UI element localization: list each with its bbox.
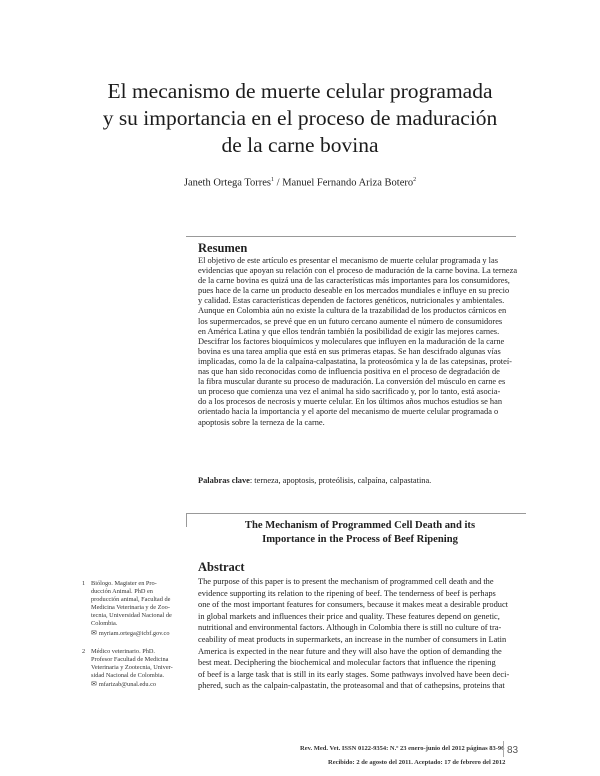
- footnote-line: tecnia, Universidad Nacional de: [91, 612, 172, 620]
- title-line: y su importancia en el proceso de maduración: [102, 106, 498, 130]
- footnote-line: ducción Animal. PhD en: [91, 588, 153, 596]
- section-divider: [186, 236, 516, 237]
- keywords: [198, 476, 431, 485]
- title-line: El mecanismo de muerte celular programada: [107, 79, 493, 103]
- keywords-label: Palabras clave: [198, 476, 250, 485]
- footnote-line: Biólogo. Magister en Pro-: [91, 580, 157, 587]
- resumen-line: evidencias que apoyan su relación con el proceso de maduración de la carne bovina. La terneza: [198, 266, 518, 276]
- author-separator: /: [274, 177, 283, 189]
- keywords-text: : terneza, apoptosis, proteólisis, calpaína, calpastatina.: [249, 476, 432, 485]
- corner-rule-horizontal: [186, 513, 526, 514]
- abstract-body: [198, 576, 518, 692]
- abstract-line: ceability of meat products in supermarkets, an increase in the number of consumers in Latin: [198, 634, 507, 644]
- footnote-line: producción animal, Facultad de: [91, 596, 171, 604]
- resumen-body: [198, 256, 516, 428]
- received-accepted-dates: Recibido: 2 de agosto del 2011. Aceptado: 17 de febrero del 2012: [328, 759, 506, 766]
- resumen-line: El objetivo de este artículo es presentar el mecanismo de muerte celular programada y las: [198, 256, 498, 265]
- footnote-email-row: [91, 680, 191, 689]
- footnote-text: [91, 648, 191, 689]
- resumen-line: orientado hacia la importancia y el aporte del mecanismo de muerte celular programada o: [198, 407, 499, 417]
- article-title-en: [190, 519, 530, 546]
- resumen-line: los supermercados, se prevé que en un futuro cercano aumente el número de consumidores: [198, 316, 503, 326]
- resumen-line: Aunque en Colombia aún no existe la cultura de la trazabilidad de los productos cárnicos en: [198, 306, 507, 316]
- footnote-email[interactable]: myriam.ortega@icbf.gov.co: [98, 629, 170, 637]
- title-line: de la carne bovina: [221, 133, 379, 157]
- footnote-line: Medicina Veterinaria y de Zoo-: [91, 604, 170, 612]
- article-title-es: [60, 78, 540, 159]
- abstract-heading: Abstract: [198, 560, 245, 574]
- footnote-email-row: [91, 629, 191, 638]
- footnote-line: sidad Nacional de Colombia.: [91, 672, 165, 680]
- footnote-email[interactable]: mfarizab@unal.edu.co: [98, 681, 157, 689]
- resumen-line: de la carne bovina es quizá una de las características más importantes para los consumidores,: [198, 276, 510, 286]
- resumen-line: Descifrar los factores bioquímicos y moleculares que influyen en la maduración de la carne: [198, 336, 505, 346]
- abstract-line: one of the most important features for consumers, because it makes meat a desirable product: [198, 600, 509, 610]
- corner-rule-vertical: [186, 513, 187, 527]
- resumen-line: do a los procesos de necrosis y muerte celular. En los últimos años muchos estudios se han: [198, 397, 503, 407]
- footnote-line: Médico veterinario. PhD.: [91, 648, 156, 655]
- footnote-number: 1: [82, 580, 86, 587]
- resumen-line: implicadas, como la de la calpaína-calpastatina, la proteosómica y la de las catepsinas, proteí-: [198, 356, 512, 366]
- page-number: 83: [507, 745, 519, 756]
- author-2: Manuel Fernando Ariza Botero: [282, 177, 414, 189]
- footnote-number: 2: [82, 648, 86, 655]
- title-en-line: The Mechanism of Programmed Cell Death and its: [244, 520, 476, 531]
- resumen-line: en América Latina y que ellos tendrán también la posibilidad de exigir las mejores carnes.: [198, 326, 500, 336]
- abstract-line: nutritional and environmental factors. Although in Colombia there is still no culture of tra-: [198, 623, 502, 633]
- resumen-line: bovina es una tarea amplia que está en sus primeras etapas. Se han descifrado algunas vías: [198, 346, 501, 356]
- resumen-line: la fibra muscular durante su proceso de maduración. La conversión del músculo en carne es: [198, 377, 506, 387]
- abstract-line: The purpose of this paper is to present the mechanism of programmed cell death and the: [198, 577, 494, 586]
- footnote-line: Veterinaria y Zootecnia, Univer-: [91, 664, 173, 672]
- resumen-line: nas que han sido reconocidas como de influencia positiva en el proceso de degradación de: [198, 367, 500, 377]
- abstract-line: America is expected in the near future and they will also have the option of demanding the: [198, 646, 502, 656]
- abstract-line: evidence supporting its relation to the ripening of beef. The tenderness of beef is perhaps: [198, 588, 496, 598]
- envelope-icon: ✉: [91, 628, 97, 637]
- resumen-line: apoptosis sobre la terneza de la carne.: [198, 417, 325, 427]
- author-1: Janeth Ortega Torres: [183, 177, 272, 189]
- title-en-line: Importance in the Process of Beef Ripening: [262, 533, 458, 545]
- footnote-line: Profesor Facultad de Medicina: [91, 656, 169, 664]
- envelope-icon: ✉: [91, 680, 97, 689]
- resumen-heading: Resumen: [198, 241, 248, 255]
- authors-line: [120, 177, 480, 189]
- footnote-line: Colombia.: [91, 620, 118, 628]
- resumen-line: un proceso que comienza una vez el animal ha sido sacrificado y, por lo tanto, está asocia-: [198, 387, 501, 397]
- footnote-text: [91, 580, 191, 638]
- author-2-ref: 2: [413, 177, 417, 183]
- resumen-line: pues hace de la carne un producto deseable en los mercados mundiales e influye en su precio: [198, 286, 510, 296]
- author-1-ref: 1: [271, 177, 275, 183]
- abstract-line: in global markets and influences their price and quality. These features depend on genetic,: [198, 611, 500, 621]
- resumen-line: y calidad. Estas características dependen de factores genéticos, nutricionales y ambientales.: [198, 296, 505, 306]
- journal-reference: Rev. Med. Vet. ISSN 0122-9354: N.º 23 enero-junio del 2012 páginas 83-96: [300, 745, 505, 752]
- abstract-line: of beef is a large task that is still in its early stages. Some pathways involved have been deci-: [198, 669, 510, 679]
- abstract-line: best meat. Deciphering the biochemical and molecular factors that influence the ripening: [198, 658, 496, 668]
- footer-divider: [503, 741, 504, 757]
- abstract-line: phered, such as the calpain-calpastatin, the proteasomal and that of cathepsins, proteins that: [198, 681, 505, 691]
